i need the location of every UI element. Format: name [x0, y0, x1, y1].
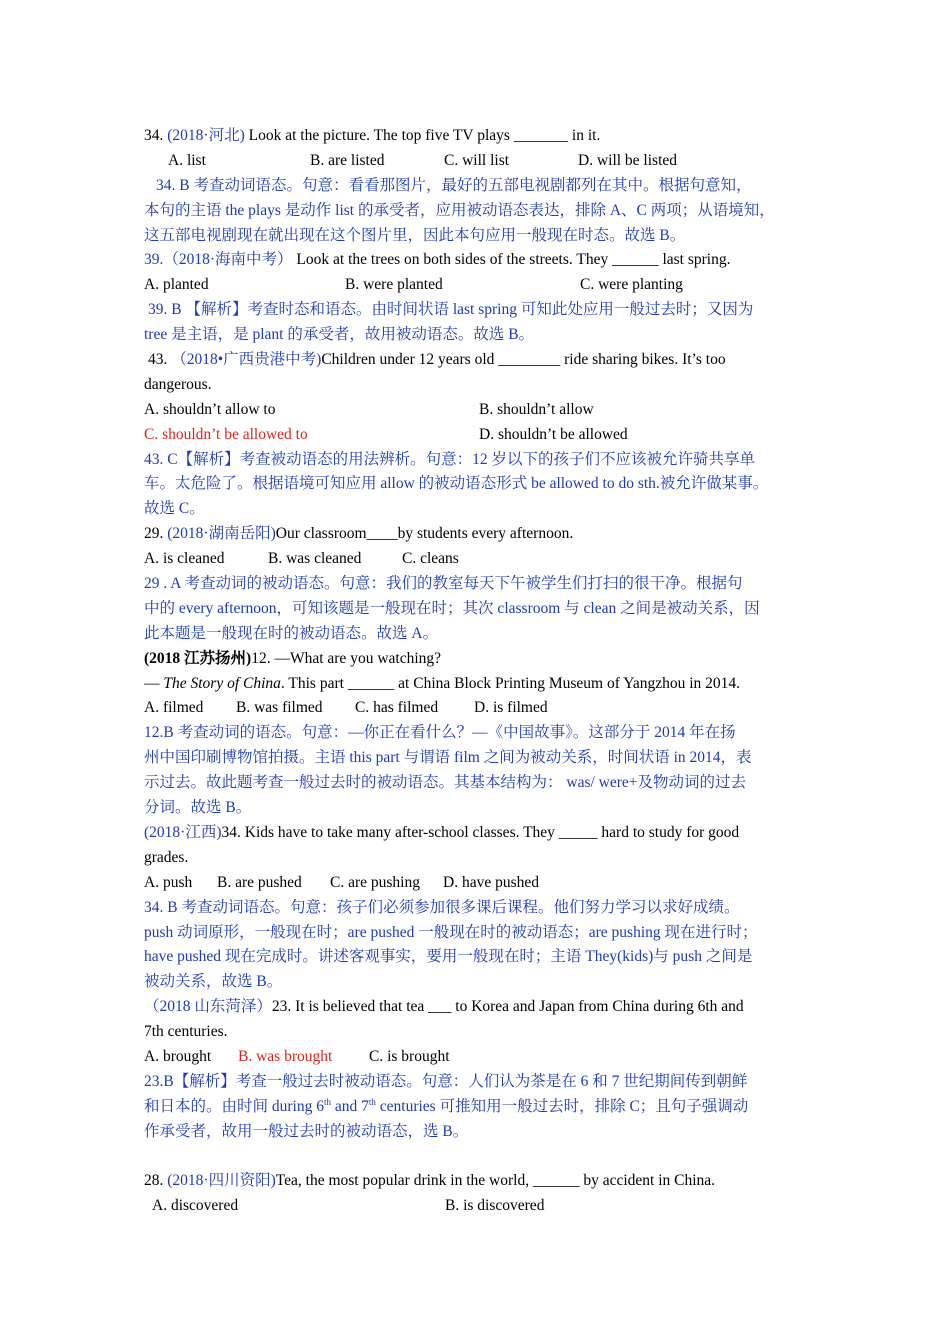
option-a: A. push — [144, 873, 193, 891]
option-a: A. shouldn’t allow to — [144, 400, 276, 418]
option-b: B. are listed — [310, 151, 385, 169]
answer-line: 示过去。故此题考查一般过去时的被动语态。其基本结构为： was/ were+及物动词的过去 — [144, 774, 747, 792]
question-43-options-ab — [144, 398, 814, 423]
question-28-stem — [144, 1169, 814, 1194]
option-a: A. planted — [144, 276, 209, 294]
question-34-options — [144, 149, 814, 174]
question-43-stem — [144, 348, 814, 373]
option-c-correct: C. shouldn’t be allowed to — [144, 425, 308, 443]
answer-line: 34. B 考查动词语态。句意：孩子们必须参加很多课后课程。他们努力学习以求好成绩。 — [144, 898, 740, 916]
answer-text: 和日本的。由时间 during 6 — [144, 1097, 324, 1115]
question-43-options-cd — [144, 423, 814, 448]
question-12-line2 — [144, 672, 814, 697]
question-12-stem — [144, 647, 814, 672]
answer-line: 39. B 【解析】考查时态和语态。由时间状语 last spring 可知此处应用一般过去时；又因为 — [148, 301, 754, 319]
question-34-stem — [144, 124, 814, 149]
question-source: (2018 江苏扬州) — [144, 649, 252, 667]
option-a: A. discovered — [152, 1197, 239, 1215]
question-text: Look at the trees on both sides of the streets. They ______ last spring. — [292, 251, 731, 269]
answer-line: 34. B 考查动词语态。句意：看看那图片，最好的五部电视剧都列在其中。根据句意知， — [156, 176, 752, 194]
question-number: 28. — [144, 1172, 168, 1190]
question-text-cont: dangerous. — [144, 375, 212, 393]
option-d: D. have pushed — [443, 873, 539, 891]
answer-line: push 动词原形，一般现在时；are pushed 一般现在时的被动语态；are pushing 现在进行时； — [144, 923, 758, 941]
question-source: （2018•广西贵港中考) — [171, 351, 322, 369]
ordinal-suffix: th — [368, 1096, 376, 1107]
answer-line: 本句的主语 the plays 是动作 list 的承受者，应用被动语态表达，排除 A、C 两项；从语境知， — [144, 201, 775, 219]
question-29-stem — [144, 522, 814, 547]
question-text: Children under 12 years old ________ ride sharing bikes. It’s too — [321, 351, 726, 369]
ordinal-suffix: th — [323, 1096, 331, 1107]
question-28-options — [144, 1194, 814, 1219]
question-39-stem — [144, 248, 814, 273]
answer-text: and 7 — [330, 1097, 369, 1115]
question-34b-stem — [144, 821, 814, 846]
option-b-correct: B. was brought — [238, 1047, 333, 1065]
option-c: C. has filmed — [355, 699, 439, 717]
option-b: B. was cleaned — [268, 550, 362, 568]
question-source: (2018·四川资阳) — [167, 1172, 276, 1190]
question-text-cont: grades. — [144, 848, 189, 866]
option-c: C. were planting — [580, 276, 683, 294]
answer-line: have pushed 现在完成时。讲述客观事实，要用一般现在时；主语 They(kids)与 push 之间是 — [144, 948, 753, 966]
question-29-options — [144, 547, 814, 572]
question-text: . This part ______ at China Block Printing Museum of Yangzhou in 2014. — [280, 674, 741, 692]
answer-line: 12.B 考查动词的语态。句意：—你正在看什么？—《中国故事》。这部分于 2014 年在扬 — [144, 724, 736, 742]
dash: — — [144, 674, 164, 692]
answer-line: 此本题是一般现在时的被动语态。故选 A。 — [144, 624, 439, 642]
question-text: Look at the picture. The top five TV plays _______ in it. — [244, 127, 601, 144]
answer-line: 43. C【解析】考查被动语态的用法辨析。句意：12 岁以下的孩子们不应该被允许骑共享单 — [144, 450, 755, 468]
option-d: D. is filmed — [474, 699, 548, 717]
answer-line: 州中国印刷博物馆拍摄。主语 this part 与谓语 film 之间为被动关系，时间状语 in 2014，表 — [144, 749, 752, 767]
option-a: A. list — [168, 151, 206, 169]
question-number: 43. — [148, 351, 172, 369]
question-23-stem — [144, 995, 814, 1020]
question-source: 39.（2018·海南中考） — [144, 251, 293, 269]
question-23-options — [144, 1045, 814, 1070]
answer-line: 23.B【解析】考查一般过去时被动语态。句意：人们认为茶是在 6 和 7 世纪期间传到朝鲜 — [144, 1072, 748, 1090]
answer-line — [144, 1095, 814, 1120]
question-text: 12. —What are you watching? — [251, 649, 442, 667]
question-text: Tea, the most popular drink in the world, ______ by accident in China. — [275, 1172, 716, 1190]
question-text: 34. Kids have to take many after-school classes. They _____ hard to study for good — [221, 823, 740, 841]
question-source: (2018·河北) — [167, 127, 245, 144]
answer-line: 作承受者，故用一般过去时的被动语态，选 B。 — [144, 1122, 469, 1140]
option-a: A. is cleaned — [144, 550, 225, 568]
option-c: C. is brought — [369, 1047, 450, 1065]
option-d: D. will be listed — [578, 151, 678, 169]
option-a: A. brought — [144, 1047, 212, 1065]
question-source: (2018·湖南岳阳) — [167, 525, 276, 543]
option-b: B. were planted — [345, 276, 443, 294]
question-text: Our classroom____by students every afternoon. — [275, 525, 574, 543]
answer-line: 分词。故选 B。 — [144, 799, 252, 817]
option-b: B. are pushed — [217, 873, 302, 891]
option-c: C. will list — [444, 151, 510, 169]
answer-line: 故选 C。 — [144, 500, 205, 518]
document-page — [144, 124, 814, 1219]
answer-line: 被动关系，故选 B。 — [144, 973, 283, 991]
option-b: B. was filmed — [236, 699, 323, 717]
blank-line — [144, 1145, 814, 1170]
option-a: A. filmed — [144, 699, 204, 717]
book-title: The Story of China — [163, 674, 281, 692]
option-b: B. is discovered — [445, 1197, 545, 1215]
answer-line: 29 . A 考查动词的被动语态。句意：我们的教室每天下午被学生们打扫的很干净。根据句 — [144, 575, 743, 593]
question-12-options — [144, 696, 814, 721]
question-text: 23. It is believed that tea ___ to Korea and Japan from China during 6th and — [271, 998, 744, 1016]
option-d: D. shouldn’t be allowed — [479, 425, 628, 443]
option-c: C. cleans — [402, 550, 459, 568]
question-text-cont: 7th centuries. — [144, 1023, 228, 1041]
option-b: B. shouldn’t allow — [479, 400, 594, 418]
option-c: C. are pushing — [330, 873, 420, 891]
question-number: 34. — [144, 127, 168, 144]
question-39-options — [144, 273, 814, 298]
question-source: （2018 山东菏泽） — [144, 998, 272, 1016]
answer-line: 中的 every afternoon，可知该题是一般现在时；其次 classroom 与 clean 之间是被动关系，因 — [144, 599, 760, 617]
answer-line: tree 是主语，是 plant 的承受者，故用被动语态。故选 B。 — [144, 326, 535, 344]
answer-line: 这五部电视剧现在就出现在这个图片里，因此本句应用一般现在时态。故选 B。 — [144, 226, 686, 244]
question-source: (2018·江西) — [144, 823, 222, 841]
answer-line: 车。太危险了。根据语境可知应用 allow 的被动语态形式 be allowed to do sth.被允许做某事。 — [144, 475, 769, 493]
question-34b-options — [144, 871, 814, 896]
answer-text: centuries 可推知用一般过去时，排除 C；且句子强调动 — [375, 1097, 749, 1115]
question-number: 29. — [144, 525, 168, 543]
